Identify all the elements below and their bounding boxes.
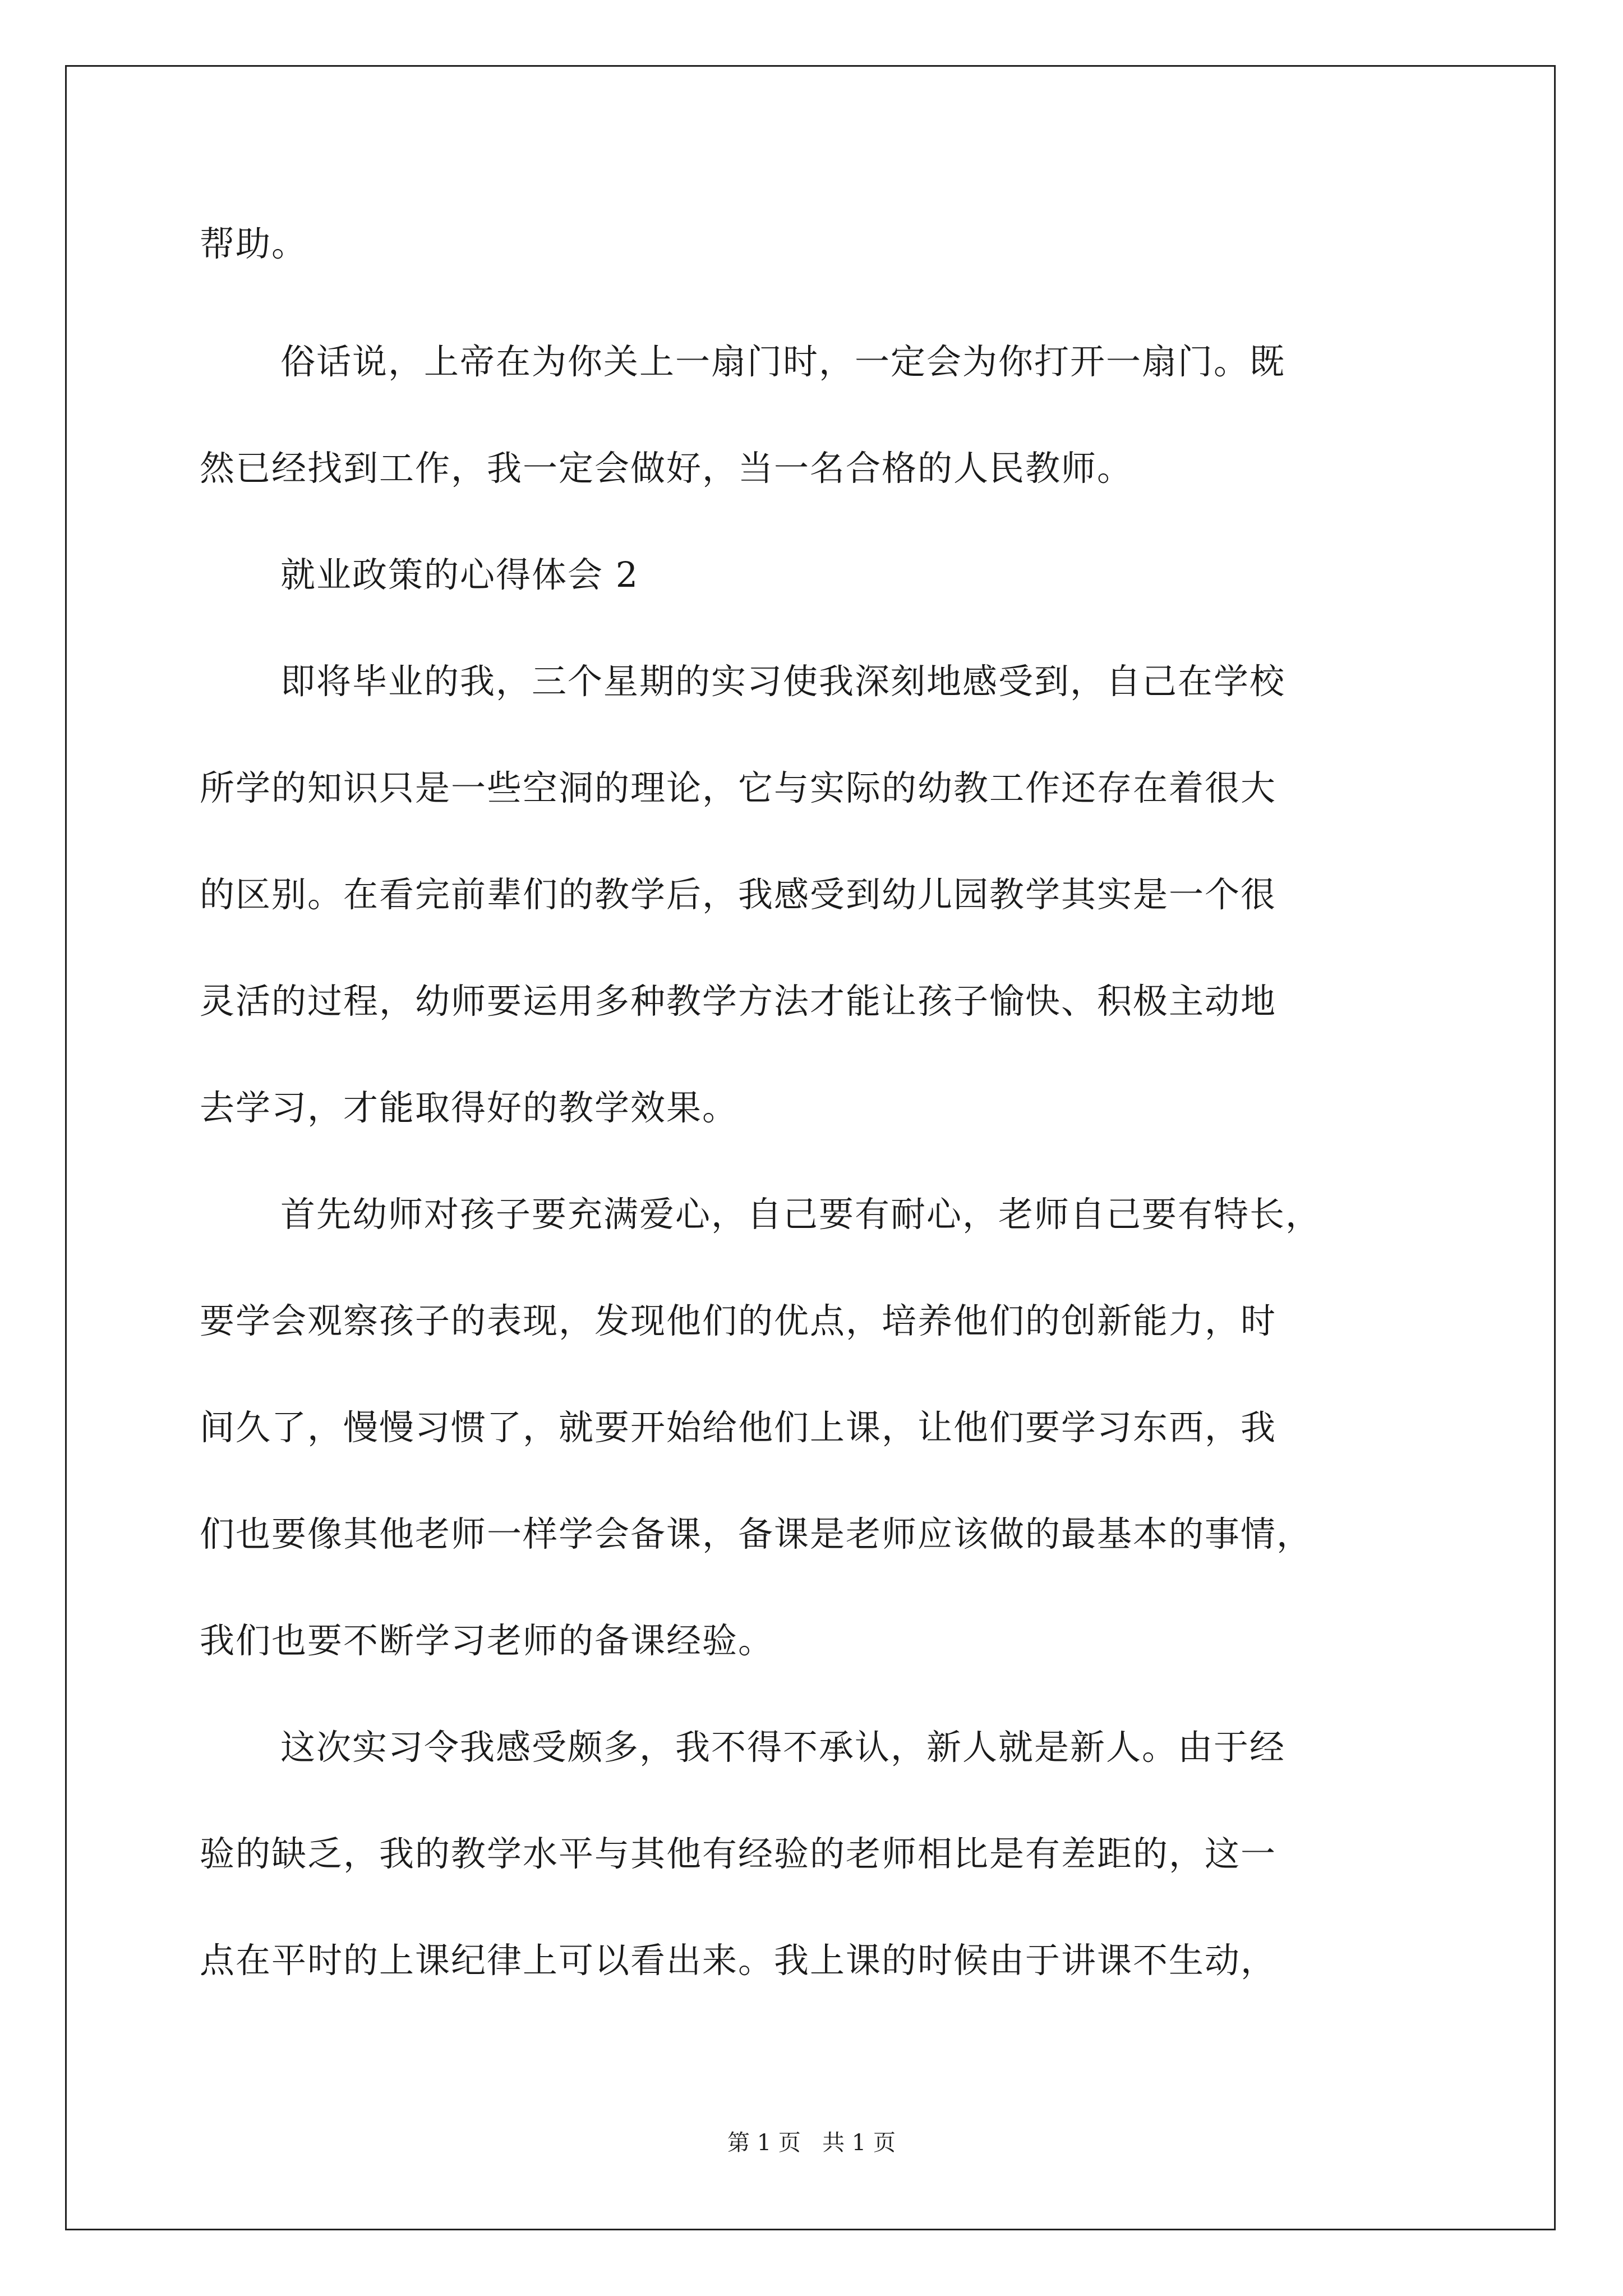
paragraph-line: 去学习，才能取得好的教学效果。: [200, 1087, 739, 1128]
paragraph-line: 点在平时的上课纪律上可以看出来。我上课的时候由于讲课不生动，: [200, 1940, 1277, 1981]
section-heading: 就业政策的心得体会 2: [280, 554, 639, 595]
paragraph-line: 这次实习令我感受颇多，我不得不承认，新人就是新人。由于经: [280, 1727, 1286, 1768]
page-number-footer: 第 1 页 共 1 页: [727, 2130, 896, 2156]
paragraph-line: 要学会观察孩子的表现，发现他们的优点，培养他们的创新能力，时: [200, 1300, 1277, 1341]
paragraph-line: 们也要像其他老师一样学会备课，备课是老师应该做的最基本的事情，: [200, 1513, 1313, 1554]
paragraph-line: 灵活的过程，幼师要运用多种教学方法才能让孩子愉快、积极主动地: [200, 981, 1277, 1022]
paragraph-line: 首先幼师对孩子要充满爱心，自己要有耐心，老师自己要有特长，: [280, 1194, 1322, 1235]
page-border: [65, 65, 1556, 2230]
paragraph-line: 然已经找到工作，我一定会做好，当一名合格的人民教师。: [200, 448, 1133, 489]
paragraph-line: 所学的知识只是一些空洞的理论，它与实际的幼教工作还存在着很大: [200, 767, 1277, 808]
paragraph-line: 俗话说，上帝在为你关上一扇门时，一定会为你打开一扇门。既: [280, 341, 1286, 382]
paragraph-line: 即将毕业的我，三个星期的实习使我深刻地感受到，自己在学校: [280, 661, 1286, 702]
paragraph-line: 的区别。在看完前辈们的教学后，我感受到幼儿园教学其实是一个很: [200, 874, 1277, 915]
paragraph-line: 我们也要不断学习老师的备课经验。: [200, 1620, 774, 1661]
paragraph-line: 验的缺乏，我的教学水平与其他有经验的老师相比是有差距的，这一: [200, 1833, 1277, 1874]
paragraph-line: 间久了，慢慢习惯了，就要开始给他们上课，让他们要学习东西，我: [200, 1407, 1277, 1448]
paragraph-line: 帮助。: [200, 223, 308, 264]
